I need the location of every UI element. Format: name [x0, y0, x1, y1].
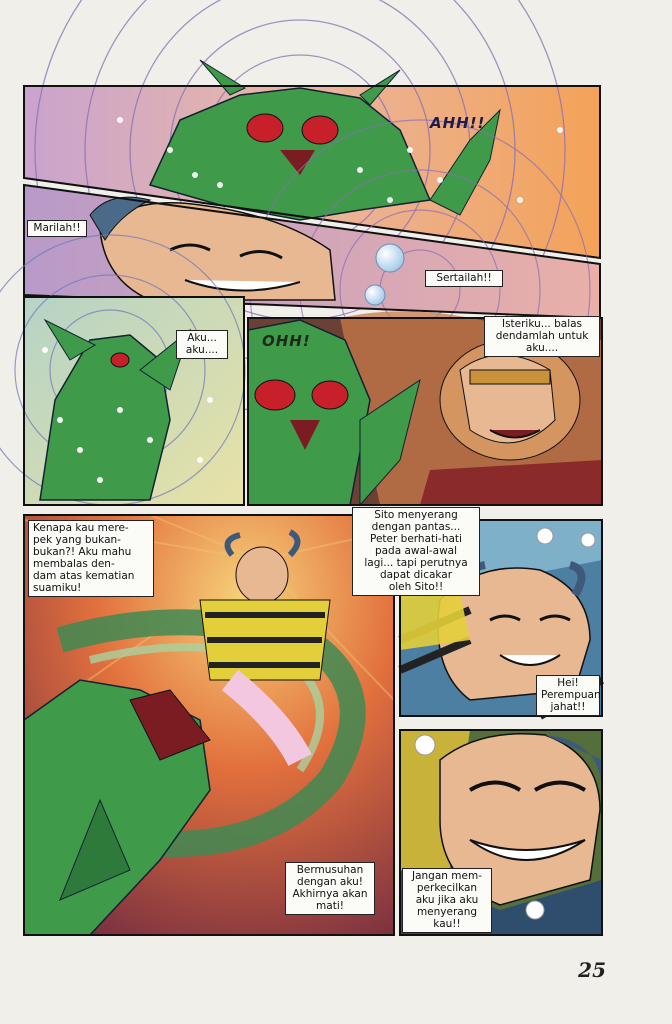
caption-aku: Aku... aku....: [176, 330, 228, 359]
caption-sertailah: Sertailah!!: [425, 270, 503, 287]
page-number: 25: [578, 958, 606, 982]
caption-marilah: Marilah!!: [27, 220, 87, 237]
sfx-ahh: AHH!!: [430, 114, 486, 132]
caption-kenapa: Kenapa kau mere- pek yang bukan- bukan?! Aku mahu membalas den- dam atas kematian suamiku!: [28, 520, 154, 597]
caption-perempuan: Hei! Perempuan jahat!!: [536, 675, 600, 716]
caption-isteriku: Isteriku... balas dendamlah untuk aku....: [484, 316, 600, 357]
caption-sito: Sito menyerang dengan pantas... Peter berhati-hati pada awal-awal lagi... tapi perutnya dapat dicakar oleh Sito!!: [352, 507, 480, 596]
sfx-ohh: OHH!: [262, 332, 311, 350]
caption-bermusuhan: Bermusuhan dengan aku! Akhirnya akan mati!: [285, 862, 375, 915]
caption-jangan: Jangan mem- perkecilkan aku jika aku menyerang kau!!: [402, 868, 492, 933]
